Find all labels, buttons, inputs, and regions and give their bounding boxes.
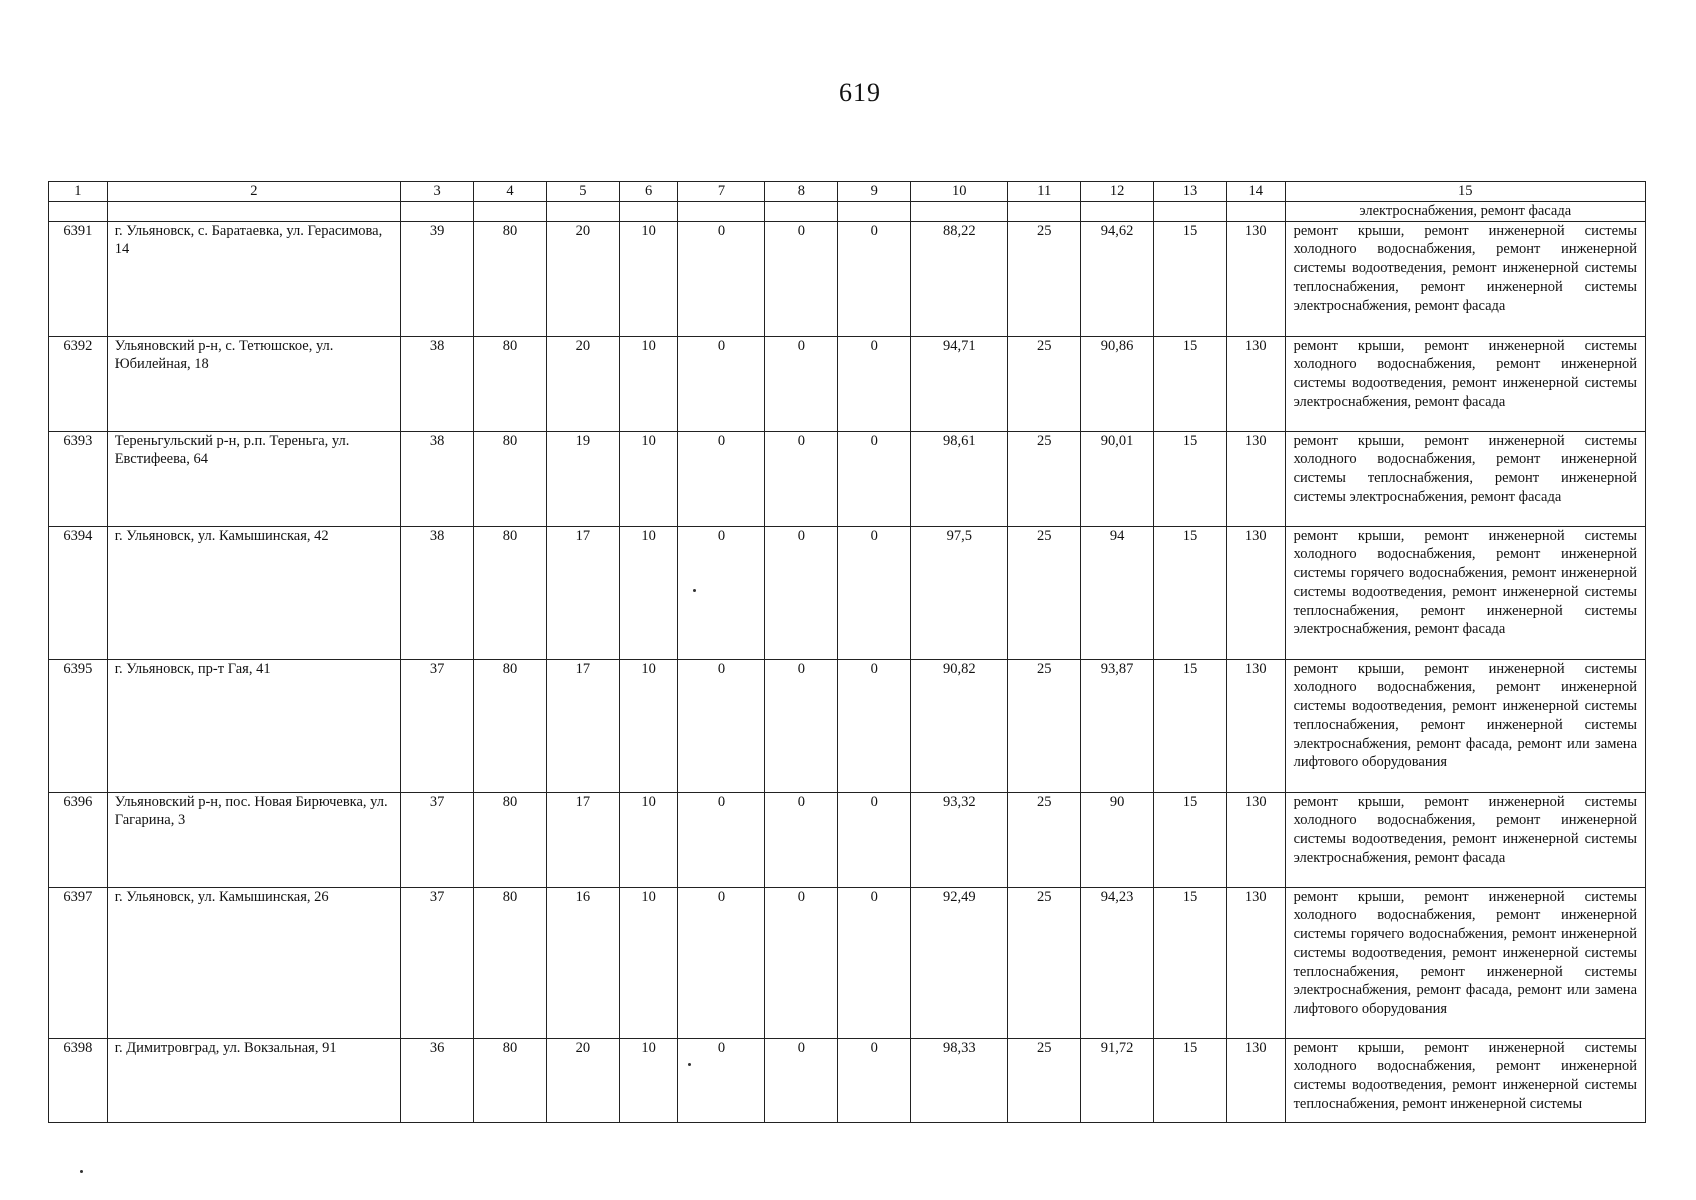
table-row — [49, 221, 1646, 336]
table-row — [49, 887, 1646, 1038]
value-cell-col-3: 38 — [401, 526, 474, 659]
value-cell-col-5: 17 — [546, 526, 619, 659]
header-cell-15: 15 — [1285, 182, 1645, 202]
value-cell-col-8: 0 — [765, 792, 838, 887]
value-cell-col-5: 17 — [546, 792, 619, 887]
row-number: 6392 — [49, 336, 108, 431]
value-cell-col-9: 0 — [838, 336, 911, 431]
value-cell-col-4: 80 — [474, 431, 547, 526]
value-cell-col-8: 0 — [765, 336, 838, 431]
value-cell-col-12: 94,23 — [1081, 887, 1154, 1038]
value-cell-col-14: 130 — [1226, 887, 1285, 1038]
value-cell-col-11: 25 — [1008, 526, 1081, 659]
header-cell-7: 7 — [678, 182, 765, 202]
value-cell-col-11: 25 — [1008, 431, 1081, 526]
table-row — [49, 659, 1646, 792]
address-cell: Ульяновский р-н, пос. Новая Бирючевка, ул. Гагарина, 3 — [107, 792, 400, 887]
table-row — [49, 1038, 1646, 1122]
works-cell: ремонт крыши, ремонт инженерной системы холодного водоснабжения, ремонт инженерной системы водоотведения, ремонт инженерной системы электроснабжения, ремонт фасада — [1285, 336, 1645, 431]
value-cell-col-6: 10 — [619, 659, 678, 792]
value-cell-col-7: 0 — [678, 887, 765, 1038]
value-cell-col-10: 90,82 — [911, 659, 1008, 792]
value-cell-col-5: 20 — [546, 1038, 619, 1122]
header-cell-10: 10 — [911, 182, 1008, 202]
value-cell-col-9: 0 — [838, 887, 911, 1038]
address-cell: г. Димитровград, ул. Вокзальная, 91 — [107, 1038, 400, 1122]
value-cell-col-12: 90,01 — [1081, 431, 1154, 526]
value-cell-col-12: 90 — [1081, 792, 1154, 887]
value-cell-col-6: 10 — [619, 431, 678, 526]
header-cell-2: 2 — [107, 182, 400, 202]
scan-speck — [80, 1170, 83, 1173]
value-cell-col-5: 19 — [546, 431, 619, 526]
value-cell-col-12: 91,72 — [1081, 1038, 1154, 1122]
scan-speck — [693, 589, 696, 592]
table-body — [49, 221, 1646, 1122]
value-cell-col-10: 94,71 — [911, 336, 1008, 431]
value-cell-col-12: 94 — [1081, 526, 1154, 659]
row-number: 6398 — [49, 1038, 108, 1122]
value-cell-col-10: 88,22 — [911, 221, 1008, 336]
value-cell-col-3: 37 — [401, 887, 474, 1038]
row-number: 6395 — [49, 659, 108, 792]
value-cell-col-11: 25 — [1008, 336, 1081, 431]
value-cell-col-14: 130 — [1226, 1038, 1285, 1122]
row-number: 6397 — [49, 887, 108, 1038]
value-cell-col-4: 80 — [474, 526, 547, 659]
works-cell: ремонт крыши, ремонт инженерной системы холодного водоснабжения, ремонт инженерной системы водоотведения, ремонт инженерной системы теплоснабжения, ремонт инженерной системы электроснабжения, ремонт фасада — [1285, 221, 1645, 336]
header-cell-9: 9 — [838, 182, 911, 202]
header-cell-4: 4 — [474, 182, 547, 202]
value-cell-col-5: 20 — [546, 336, 619, 431]
table-row — [49, 336, 1646, 431]
value-cell-col-8: 0 — [765, 221, 838, 336]
value-cell-col-3: 37 — [401, 659, 474, 792]
value-cell-col-3: 38 — [401, 431, 474, 526]
value-cell-col-7: 0 — [678, 431, 765, 526]
continuation-row — [49, 202, 1646, 222]
value-cell-col-5: 17 — [546, 659, 619, 792]
value-cell-col-5: 16 — [546, 887, 619, 1038]
value-cell-col-14: 130 — [1226, 336, 1285, 431]
value-cell-col-6: 10 — [619, 887, 678, 1038]
value-cell-col-7: 0 — [678, 526, 765, 659]
address-cell: Ульяновский р-н, с. Тетюшское, ул. Юбилейная, 18 — [107, 336, 400, 431]
value-cell-col-3: 38 — [401, 336, 474, 431]
value-cell-col-9: 0 — [838, 221, 911, 336]
value-cell-col-8: 0 — [765, 526, 838, 659]
header-cell-8: 8 — [765, 182, 838, 202]
value-cell-col-7: 0 — [678, 336, 765, 431]
header-cell-11: 11 — [1008, 182, 1081, 202]
value-cell-col-13: 15 — [1154, 431, 1227, 526]
value-cell-col-9: 0 — [838, 526, 911, 659]
value-cell-col-11: 25 — [1008, 887, 1081, 1038]
value-cell-col-6: 10 — [619, 526, 678, 659]
value-cell-col-4: 80 — [474, 1038, 547, 1122]
value-cell-col-14: 130 — [1226, 221, 1285, 336]
value-cell-col-10: 92,49 — [911, 887, 1008, 1038]
value-cell-col-9: 0 — [838, 431, 911, 526]
value-cell-col-8: 0 — [765, 431, 838, 526]
value-cell-col-12: 94,62 — [1081, 221, 1154, 336]
value-cell-col-13: 15 — [1154, 221, 1227, 336]
value-cell-col-13: 15 — [1154, 1038, 1227, 1122]
row-number: 6396 — [49, 792, 108, 887]
header-cell-13: 13 — [1154, 182, 1227, 202]
value-cell-col-11: 25 — [1008, 792, 1081, 887]
header-cell-5: 5 — [546, 182, 619, 202]
row-number: 6391 — [49, 221, 108, 336]
value-cell-col-3: 37 — [401, 792, 474, 887]
value-cell-col-10: 97,5 — [911, 526, 1008, 659]
value-cell-col-13: 15 — [1154, 887, 1227, 1038]
value-cell-col-14: 130 — [1226, 792, 1285, 887]
value-cell-col-9: 0 — [838, 659, 911, 792]
page-number: 619 — [839, 78, 881, 107]
value-cell-col-6: 10 — [619, 1038, 678, 1122]
value-cell-col-8: 0 — [765, 1038, 838, 1122]
table-row — [49, 526, 1646, 659]
header-cell-1: 1 — [49, 182, 108, 202]
address-cell: г. Ульяновск, ул. Камышинская, 42 — [107, 526, 400, 659]
value-cell-col-8: 0 — [765, 659, 838, 792]
address-cell: г. Ульяновск, с. Баратаевка, ул. Герасимова, 14 — [107, 221, 400, 336]
works-cell: ремонт крыши, ремонт инженерной системы холодного водоснабжения, ремонт инженерной системы водоотведения, ремонт инженерной системы электроснабжения, ремонт фасада — [1285, 792, 1645, 887]
value-cell-col-12: 93,87 — [1081, 659, 1154, 792]
value-cell-col-13: 15 — [1154, 526, 1227, 659]
row-number: 6393 — [49, 431, 108, 526]
value-cell-col-7: 0 — [678, 659, 765, 792]
value-cell-col-11: 25 — [1008, 1038, 1081, 1122]
value-cell-col-7: 0 — [678, 1038, 765, 1122]
works-cell: ремонт крыши, ремонт инженерной системы холодного водоснабжения, ремонт инженерной системы горячего водоснабжения, ремонт инженерной системы водоотведения, ремонт инженерной системы теплоснабжения, ремонт инженерной системы электроснабжения, ремонт фасада, ремонт или замена лифтового оборудования — [1285, 887, 1645, 1038]
value-cell-col-9: 0 — [838, 1038, 911, 1122]
header-cell-3: 3 — [401, 182, 474, 202]
value-cell-col-4: 80 — [474, 336, 547, 431]
value-cell-col-10: 98,33 — [911, 1038, 1008, 1122]
value-cell-col-13: 15 — [1154, 659, 1227, 792]
value-cell-col-11: 25 — [1008, 659, 1081, 792]
value-cell-col-6: 10 — [619, 336, 678, 431]
value-cell-col-14: 130 — [1226, 431, 1285, 526]
value-cell-col-11: 25 — [1008, 221, 1081, 336]
register-table — [48, 181, 1646, 1123]
address-cell: г. Ульяновск, пр-т Гая, 41 — [107, 659, 400, 792]
works-cell: ремонт крыши, ремонт инженерной системы холодного водоснабжения, ремонт инженерной системы горячего водоснабжения, ремонт инженерной системы водоотведения, ремонт инженерной системы теплоснабжения, ремонт инженерной системы электроснабжения, ремонт фасада — [1285, 526, 1645, 659]
header-cell-14: 14 — [1226, 182, 1285, 202]
value-cell-col-6: 10 — [619, 221, 678, 336]
address-cell: Тереньгульский р-н, р.п. Тереньга, ул. Евстифеева, 64 — [107, 431, 400, 526]
value-cell-col-3: 36 — [401, 1038, 474, 1122]
row-number: 6394 — [49, 526, 108, 659]
value-cell-col-4: 80 — [474, 792, 547, 887]
value-cell-col-6: 10 — [619, 792, 678, 887]
table-row — [49, 431, 1646, 526]
header-cell-12: 12 — [1081, 182, 1154, 202]
table-row — [49, 792, 1646, 887]
value-cell-col-12: 90,86 — [1081, 336, 1154, 431]
value-cell-col-4: 80 — [474, 887, 547, 1038]
works-cell: ремонт крыши, ремонт инженерной системы холодного водоснабжения, ремонт инженерной системы водоотведения, ремонт инженерной системы теплоснабжения, ремонт инженерной системы — [1285, 1038, 1645, 1122]
value-cell-col-13: 15 — [1154, 792, 1227, 887]
scan-speck — [688, 1063, 691, 1066]
value-cell-col-9: 0 — [838, 792, 911, 887]
works-cell: ремонт крыши, ремонт инженерной системы холодного водоснабжения, ремонт инженерной системы теплоснабжения, ремонт инженерной системы электроснабжения, ремонт фасада — [1285, 431, 1645, 526]
value-cell-col-14: 130 — [1226, 526, 1285, 659]
value-cell-col-4: 80 — [474, 659, 547, 792]
value-cell-col-7: 0 — [678, 221, 765, 336]
value-cell-col-14: 130 — [1226, 659, 1285, 792]
value-cell-col-7: 0 — [678, 792, 765, 887]
header-row — [49, 182, 1646, 202]
value-cell-col-8: 0 — [765, 887, 838, 1038]
works-cell: ремонт крыши, ремонт инженерной системы холодного водоснабжения, ремонт инженерной системы водоотведения, ремонт инженерной системы теплоснабжения, ремонт инженерной системы электроснабжения, ремонт фасада, ремонт или замена лифтового оборудования — [1285, 659, 1645, 792]
value-cell-col-10: 93,32 — [911, 792, 1008, 887]
header-cell-6: 6 — [619, 182, 678, 202]
address-cell: г. Ульяновск, ул. Камышинская, 26 — [107, 887, 400, 1038]
value-cell-col-13: 15 — [1154, 336, 1227, 431]
value-cell-col-3: 39 — [401, 221, 474, 336]
value-cell-col-4: 80 — [474, 221, 547, 336]
value-cell-col-5: 20 — [546, 221, 619, 336]
continuation-works: электроснабжения, ремонт фасада — [1285, 202, 1645, 222]
value-cell-col-10: 98,61 — [911, 431, 1008, 526]
